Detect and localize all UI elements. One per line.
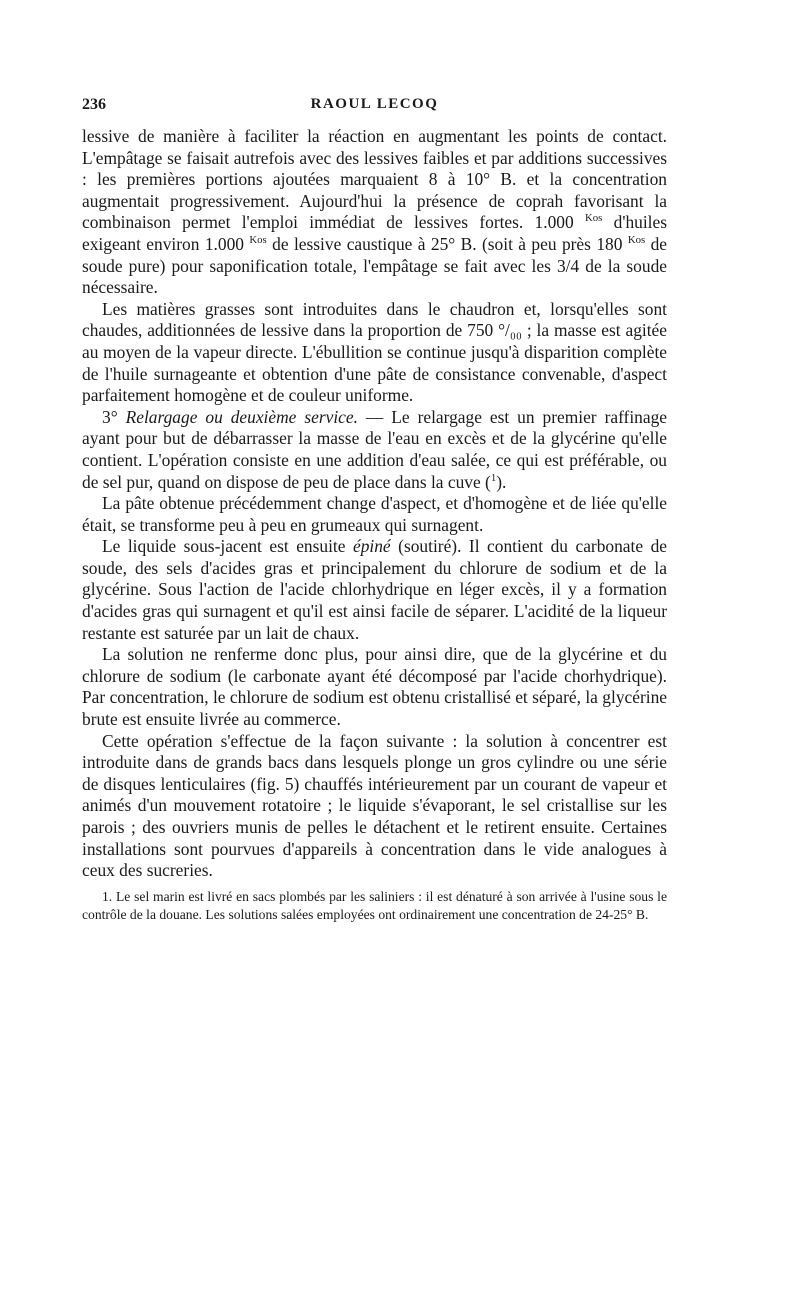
unit-kos-1: Kos: [584, 212, 603, 225]
section-number: 3°: [102, 406, 126, 427]
running-head-author: RAOUL LECOQ: [310, 96, 439, 112]
unit-kos-3: Kos: [627, 234, 646, 247]
footnote-reference: 1: [490, 471, 497, 484]
body-text: [82, 126, 667, 882]
paragraph-1-text-a: lessive de manière à faciliter la réaction en augmentant les points de contact. L'empâtage se faisait autrefois avec des lessives faibles et par additions successives : les premières portions ajoutées marquaient 8 à 10° B. et la concentration augmentait progressivement. Aujourd'hui la présence de coprah favorisant la combinaison permet l'emploi immédiat de lessives fortes. 1.000: [82, 126, 667, 233]
section-title: Relargage ou deuxième service.: [125, 406, 358, 427]
paragraph-5-text-a: Le liquide sous-jacent est ensuite: [102, 536, 353, 557]
paragraph-1-text-b: d'huiles exigeant environ 1.000: [82, 212, 667, 254]
paragraph-1-text-d: de soude pure) pour saponification totale, l'empâtage se fait avec les 3/4 de la soude nécessaire.: [82, 233, 667, 298]
paragraph-5: [82, 536, 667, 644]
page-number: 236: [82, 96, 106, 113]
paragraph-4: La pâte obtenue précédemment change d'aspect, et d'homogène et de liée qu'elle était, se transforme peu à peu en grumeaux qui surnagent.: [82, 493, 667, 535]
paragraph-7: Cette opération s'effectue de la façon suivante : la solution à concentrer est introduite dans de grands bacs dans lesquels plonge un gros cylindre ou une série de disques lenticulaires (fig. 5) chauffés intérieurement par un courant de vapeur et animés d'un mouvement rotatoire ; le liquide s'évaporant, le sel cristallise sur les parois ; des ouvriers munis de pelles le détachent et le retirent ensuite. Certaines installations sont pourvues d'appareils à concentration dans le vide analogues à ceux des sucreries.: [82, 730, 667, 881]
paragraph-3-text-b: ).: [496, 471, 507, 492]
paragraph-6: La solution ne renferme donc plus, pour ainsi dire, que de la glycérine et du chlorure de sodium (le carbonate ayant été décomposé par l'acide chorhydrique). Par concentration, le chlorure de sodium est obtenu cristallisé et séparé, la glycérine brute est ensuite livrée au commerce.: [82, 644, 667, 730]
paragraph-1: [82, 126, 667, 299]
paragraph-5-text-b: (soutiré). Il contient du carbonate de soude, des sels d'acides gras et principalement du chlorure de sodium et de la glycérine. Sous l'action de l'acide chlorhydrique en léger excès, il y a formation d'acides gras qui surnagent et qu'il est ainsi facile de séparer. L'acidité de la liqueur restante est saturée par un lait de chaux.: [82, 536, 667, 643]
document-page: [82, 96, 667, 924]
footnote: 1. Le sel marin est livré en sacs plombés par les saliniers : il est dénaturé à son arrivée à l'usine sous le contrôle de la douane. Les solutions salées employées ont ordinairement une concentration de 24-25° B.: [82, 888, 667, 922]
paragraph-3-text-a: — Le relargage est un premier raffinage ayant pour but de débarrasser la masse de l'eau en excès et de la glycérine qu'elle contient. L'opération consiste en une addition d'eau salée, ce qui est préférable, ou de sel pur, quand on dispose de peu de place dans la cuve (: [82, 406, 668, 492]
paragraph-1-text-c: de lessive caustique à 25° B. (soit à peu près 180: [266, 233, 628, 254]
paragraph-2: Les matières grasses sont introduites dans le chaudron et, lorsqu'elles sont chaudes, additionnées de lessive dans la proportion de 750 °/₀₀ ; la masse est agitée au moyen de la vapeur directe. L'ébullition se continue jusqu'à disparition complète de l'huile surnageante et obtention d'une pâte de consistance convenable, d'aspect parfaitement homogène et de couleur uniforme.: [82, 298, 667, 406]
paragraph-3: [82, 407, 667, 493]
unit-kos-2: Kos: [249, 234, 267, 247]
running-head: [82, 96, 667, 120]
term-epine: épiné: [352, 536, 391, 557]
